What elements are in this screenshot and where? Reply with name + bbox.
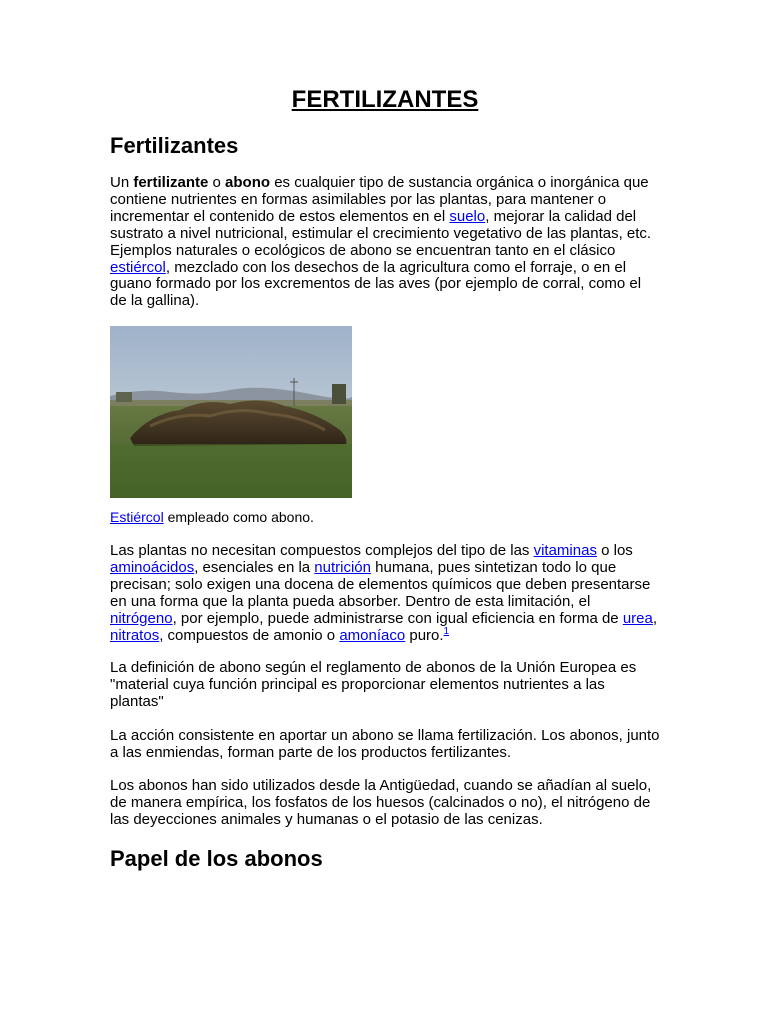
paragraph-eu-definition: La definición de abono según el reglamento de abonos de la Unión Europea es "material cuya función principal es proporcionar elementos nutrientes a las plantas" <box>110 659 637 710</box>
paragraph-fertilization: La acción consistente en aportar un abono se llama fertilización. Los abonos, junto a las enmiendas, forman parte de los productos fertilizantes. <box>110 727 660 761</box>
paragraph-history: Los abonos han sido utilizados desde la Antigüedad, cuando se añadían al suelo, de manera empírica, los fosfatos de los huesos (calcinados o no), el nitrógeno de las deyecciones animales y humanas o el potasio de las cenizas. <box>110 777 652 828</box>
footnote-link[interactable]: 1 <box>443 625 450 637</box>
caption-link-estiercol[interactable]: Estiércol <box>110 509 164 525</box>
link-nitrogeno[interactable]: nitrógeno <box>110 609 173 627</box>
link-aminoacidos[interactable]: aminoácidos <box>110 558 195 576</box>
manure-pile-photo <box>110 326 352 498</box>
term-fertilizante: fertilizante <box>133 174 209 191</box>
link-suelo[interactable]: suelo <box>449 207 486 225</box>
section-heading-papel: Papel de los abonos <box>110 846 323 871</box>
link-vitaminas[interactable]: vitaminas <box>533 542 597 559</box>
figure-caption: Estiércol empleado como abono. <box>110 509 314 525</box>
paragraph-definition: Un fertilizante o abono es cualquier tipo de sustancia orgánica o inorgánica que contiene nutrientes en formas asimilables por las plantas, para mantener o incrementar el contenido de estos elementos en el suelo, mejorar la calidad del sustrato a nivel nutricional, estimular el crecimiento vegetativo de las plantas, etc. Ejemplos naturales o ecológicos de abono se encuentran tanto en el clásico estiércol, mezclado con los desechos de la agricultura como el forraje, o en el guano formado por los excrementos de las aves (por ejemplo de corral, como el de la gallina). <box>110 174 652 310</box>
document-title: FERTILIZANTES <box>291 86 479 113</box>
link-urea[interactable]: urea <box>622 609 653 627</box>
section-heading-fertilizantes: Fertilizantes <box>110 133 239 158</box>
term-abono: abono <box>225 174 271 191</box>
paragraph-nutrients: Las plantas no necesitan compuestos complejos del tipo de las vitaminas o los aminoácidos, esenciales en la nutrición humana, pues sintetizan todo lo que precisan; solo exigen una docena de elementos químicos que deben presentarse en una forma que la planta pueda absorber. Dentro de esta limitación, el nitrógeno, por ejemplo, puede administrarse con igual eficiencia en forma de urea, nitratos, compuestos de amonio o amoníaco puro.$^1$ <box>110 542 658 644</box>
link-nitratos[interactable]: nitratos <box>110 626 160 644</box>
link-estiercol[interactable]: estiércol <box>110 258 166 276</box>
link-nutricion[interactable]: nutrición <box>314 558 371 576</box>
link-amoniaco[interactable]: amoníaco <box>339 626 406 644</box>
